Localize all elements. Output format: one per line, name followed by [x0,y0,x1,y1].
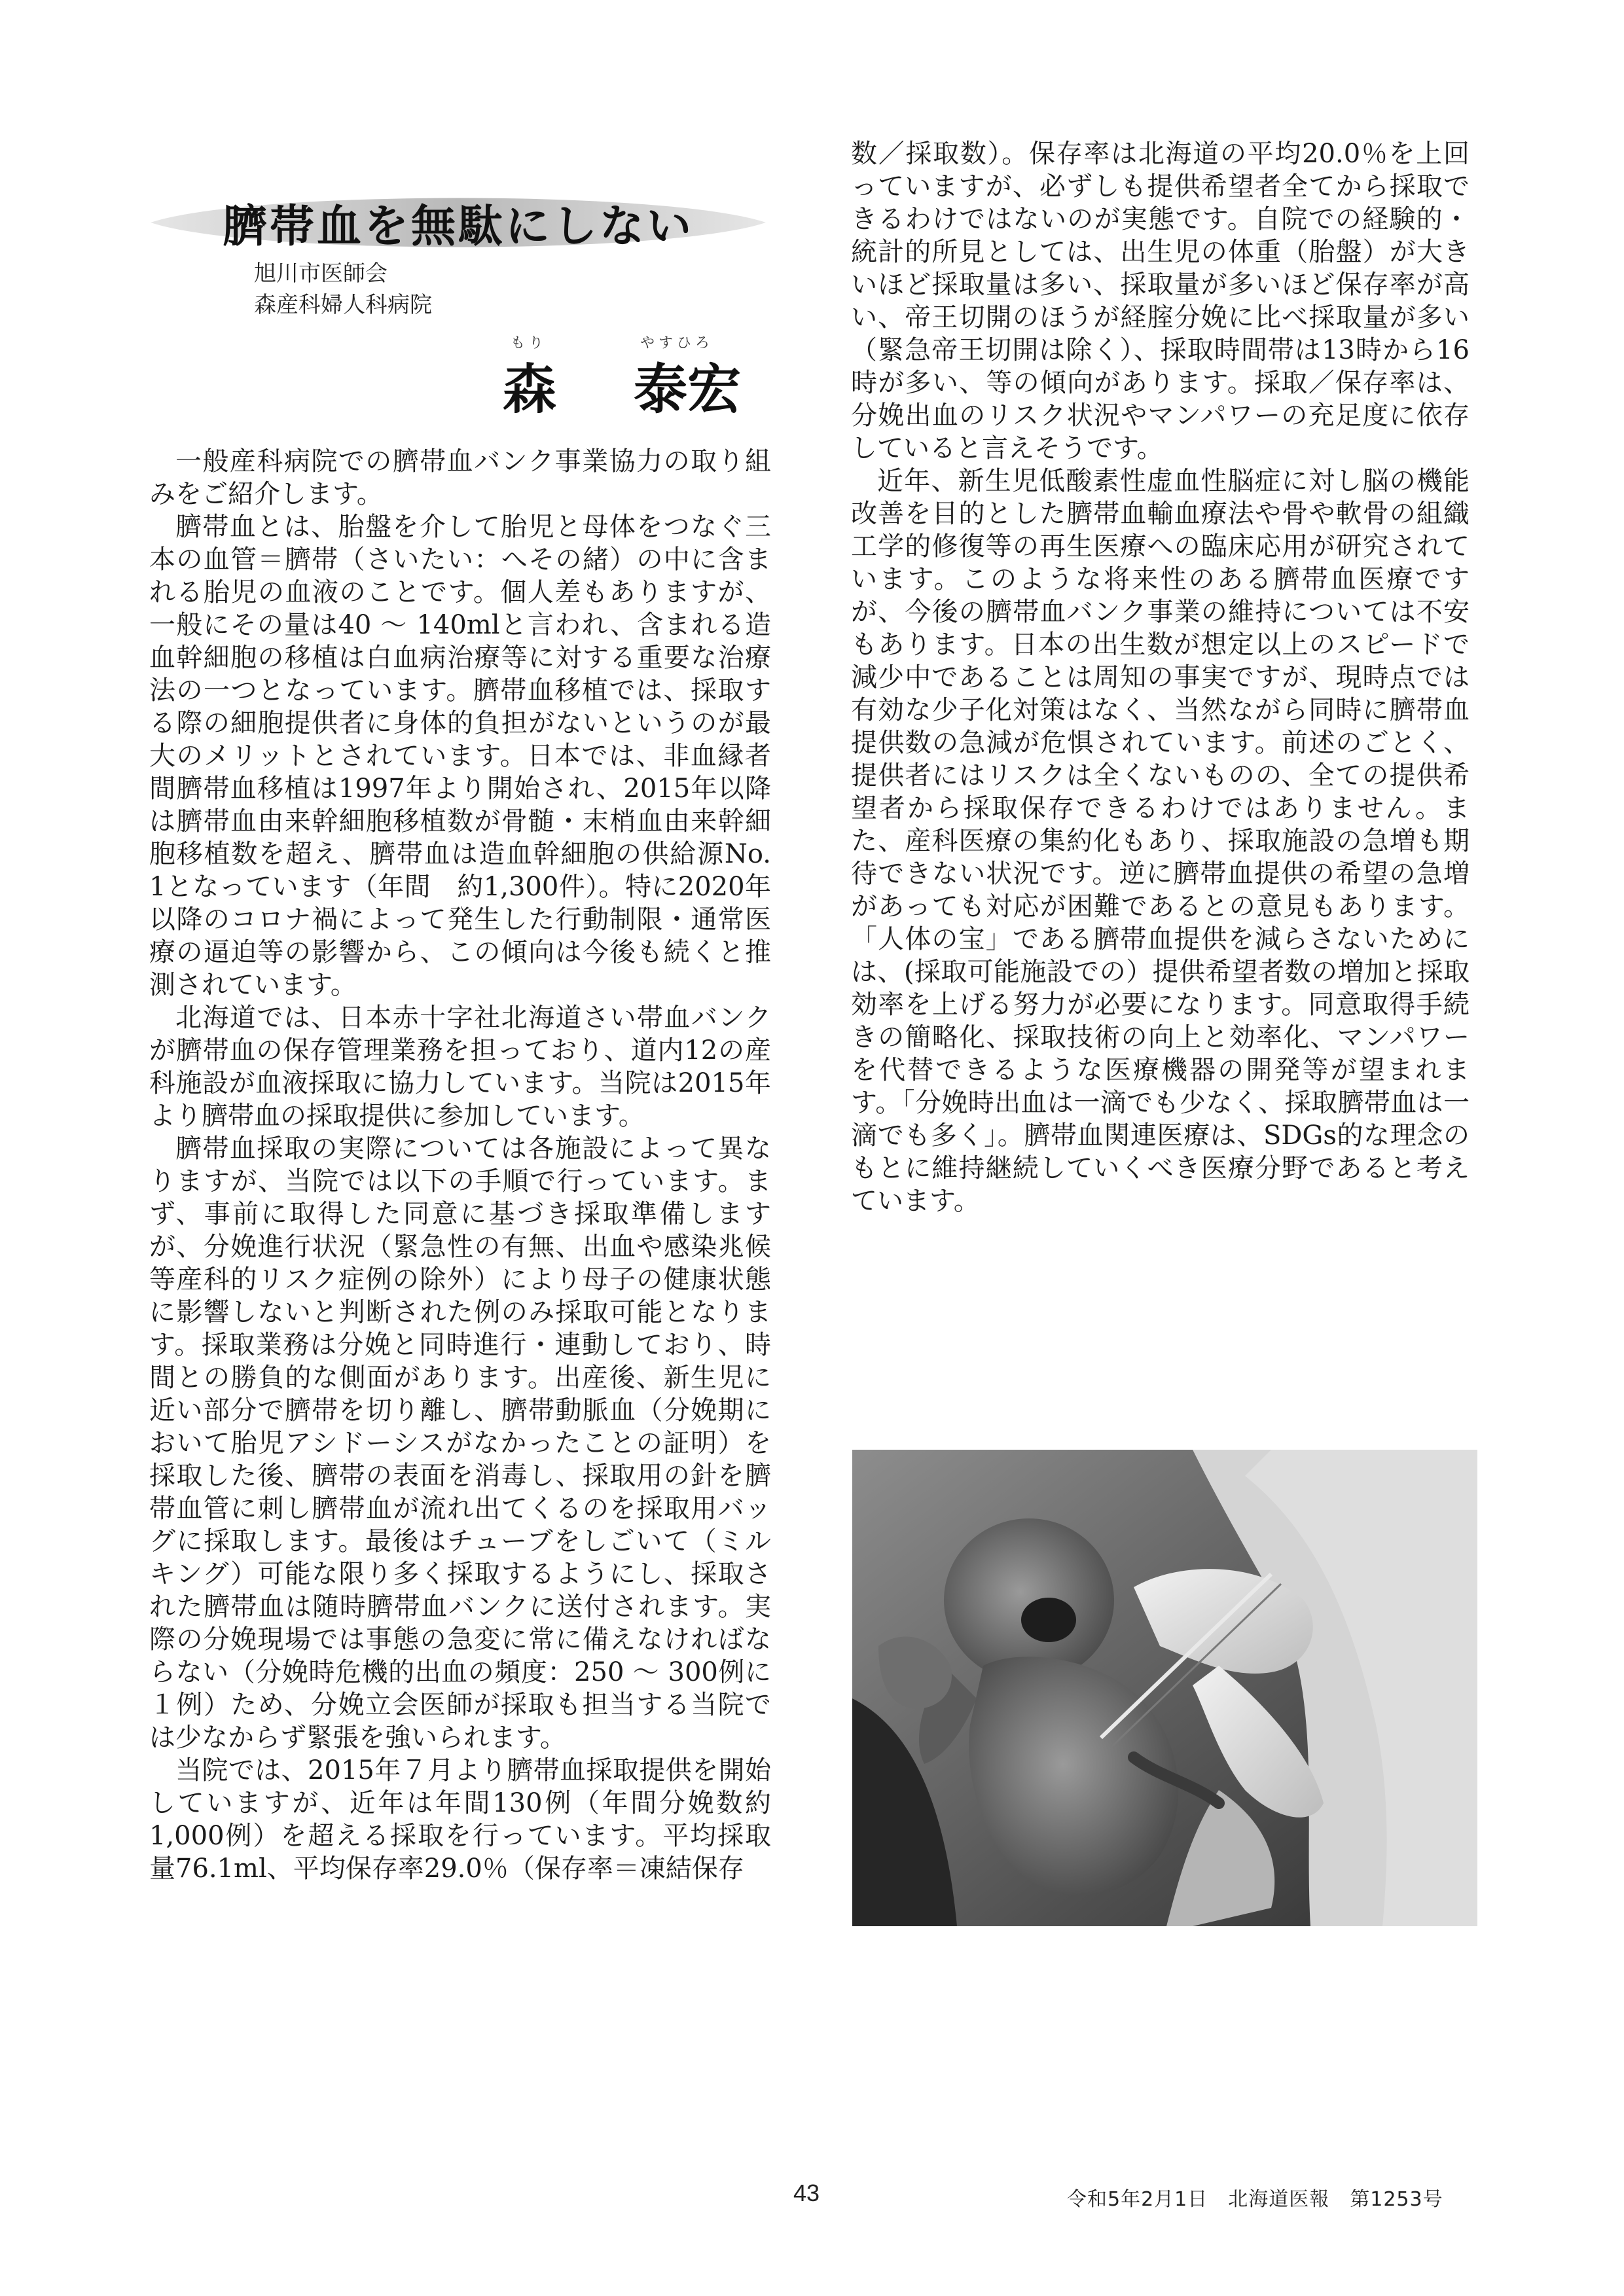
paragraph: 一般産科病院での臍帯血バンク事業協力の取り組みをご紹介します。 [149,446,771,509]
paragraph-continued: 数／採取数）。保存率は北海道の平均20.0％を上回っていますが、必ずしも提供希望者全てから採取できるわけではないのが実態です。自院での経験的・統計的所見としては、出生児の体重（胎盤）が大きいほど採取量は多い、採取量が多いほど保存率が高い、帝王切開のほうが経腟分娩に比べ採取量が多い（緊急帝王切開は除く）、採取時間帯は13時から16時が多い、等の傾向があります。採取／保存率は、分娩出血のリスク状況やマンパワーの充足度に依存していると言えそうです。 [851,139,1470,463]
paragraph: 臍帯血とは、胎盤を介して胎児と母体をつなぐ三本の血管＝臍帯（さいたい：へその緒）の中に含まれる胎児の血液のことです。個人差もありますが、一般にその量は40 ～ 140mlと言われ、含まれる造血幹細胞の移植は白血病治療等に対する重要な治療法の一つとなっています。臍帯血移植では、採取する際の細胞提供者に身体的負担がないというのが最大のメリットとされています。日本では、非血縁者間臍帯血移植は1997年より開始され、2015年以降は臍帯血由来幹細胞移植数が骨髄・末梢血由来幹細胞移植数を超え、臍帯血は造血幹細胞の供給源No. 1となっています（年間 約1,300件）。特に2020年以降のコロナ禍によって発生した行動制限・通常医療の逼迫等の影響から、この傾向は今後も続くと推測されています。 [149,512,771,1000]
body-left-column [149,445,771,1885]
paragraph: 当院では、2015年７月より臍帯血採取提供を開始していますが、近年は年間130例（年間分娩数約1,000例）を超える採取を行っています。平均採取量76.1ml、平均保存率29.0％（保存率＝凍結保存 [149,1755,771,1884]
author-family-ruby: もり [511,335,548,351]
paragraph: 臍帯血採取の実際については各施設によって異なりますが、当院では以下の手順で行っています。まず、事前に取得した同意に基づき採取準備しますが、分娩進行状況（緊急性の有無、出血や感染兆候等産科的リスク症例の除外）により母子の健康状態に影響しないと判断された例のみ採取可能となります。採取業務は分娩と同時進行・連動しており、時間との勝負的な側面があります。出産後、新生児に近い部分で臍帯を切り離し、臍帯動脈血（分娩期において胎児アシドーシスがなかったことの証明）を採取した後、臍帯の表面を消毒し、採取用の針を臍帯血管に刺し臍帯血が流れ出てくるのを採取用バッグに採取します。最後はチューブをしごいて（ミルキング）可能な限り多く採取するようにし、採取された臍帯血は随時臍帯血バンクに送付されます。実際の分娩現場では事態の急変に常に備えなければならない（分娩時危機的出血の頻度：250 ～ 300例に１例）ため、分娩立会医師が採取も担当する当院では少なからず緊張を強いられます。 [149,1134,771,1753]
newborn-photo [852,1450,1477,1926]
title-banner [151,187,766,259]
newborn-photo-illustration [852,1450,1477,1926]
affiliation-line1: 旭川市医師会 [254,260,388,287]
issue-info: 令和5年2月1日 北海道医報 第1253号 [1067,2188,1443,2211]
paragraph: 近年、新生児低酸素性虚血性脳症に対し脳の機能改善を目的とした臍帯血輸血療法や骨や軟骨の組織工学的修復等の再生医療への臨床応用が研究されています。このような将来性のある臍帯血医療ですが、今後の臍帯血バンク事業の維持については不安もあります。日本の出生数が想定以上のスピードで減少中であることは周知の事実ですが、現時点では有効な少子化対策はなく、当然ながら同時に臍帯血提供数の急減が危惧されています。前述のごとく、提供者にはリスクは全くないものの、全ての提供希望者から採取保存できるわけではありません。また、産科医療の集約化もあり、採取施設の急増も期待できない状況です。逆に臍帯血提供の希望の急増があっても対応が困難であるとの意見もあります。「人体の宝」である臍帯血提供を減らさないためには、(採取可能施設での）提供希望者数の増加と採取効率を上げる努力が必要になります。同意取得手続きの簡略化、採取技術の向上と効率化、マンパワーを代替できるような医療機器の開発等が望まれます。「分娩時出血は一滴でも少なく、採取臍帯血は一滴でも多く」。臍帯血関連医療は、SDGs的な理念のもとに維持継続していくべき医療分野であると考えています。 [851,466,1470,1216]
affiliation-line2: 森産科婦人科病院 [254,292,432,318]
article-title: 臍帯血を無駄にしない [222,200,694,253]
body-right-column [851,137,1470,1217]
paragraph: 北海道では、日本赤十字社北海道さい帯血バンクが臍帯血の保存管理業務を担っており、道内12の産科施設が血液採取に協力しています。当院は2015年より臍帯血の採取提供に参加しています。 [149,1003,771,1131]
author-family-name: 森 [503,358,557,421]
author-given-name: 泰宏 [634,358,742,421]
author-given-ruby: やすひろ [640,335,714,351]
page-number: 43 [793,2179,820,2206]
